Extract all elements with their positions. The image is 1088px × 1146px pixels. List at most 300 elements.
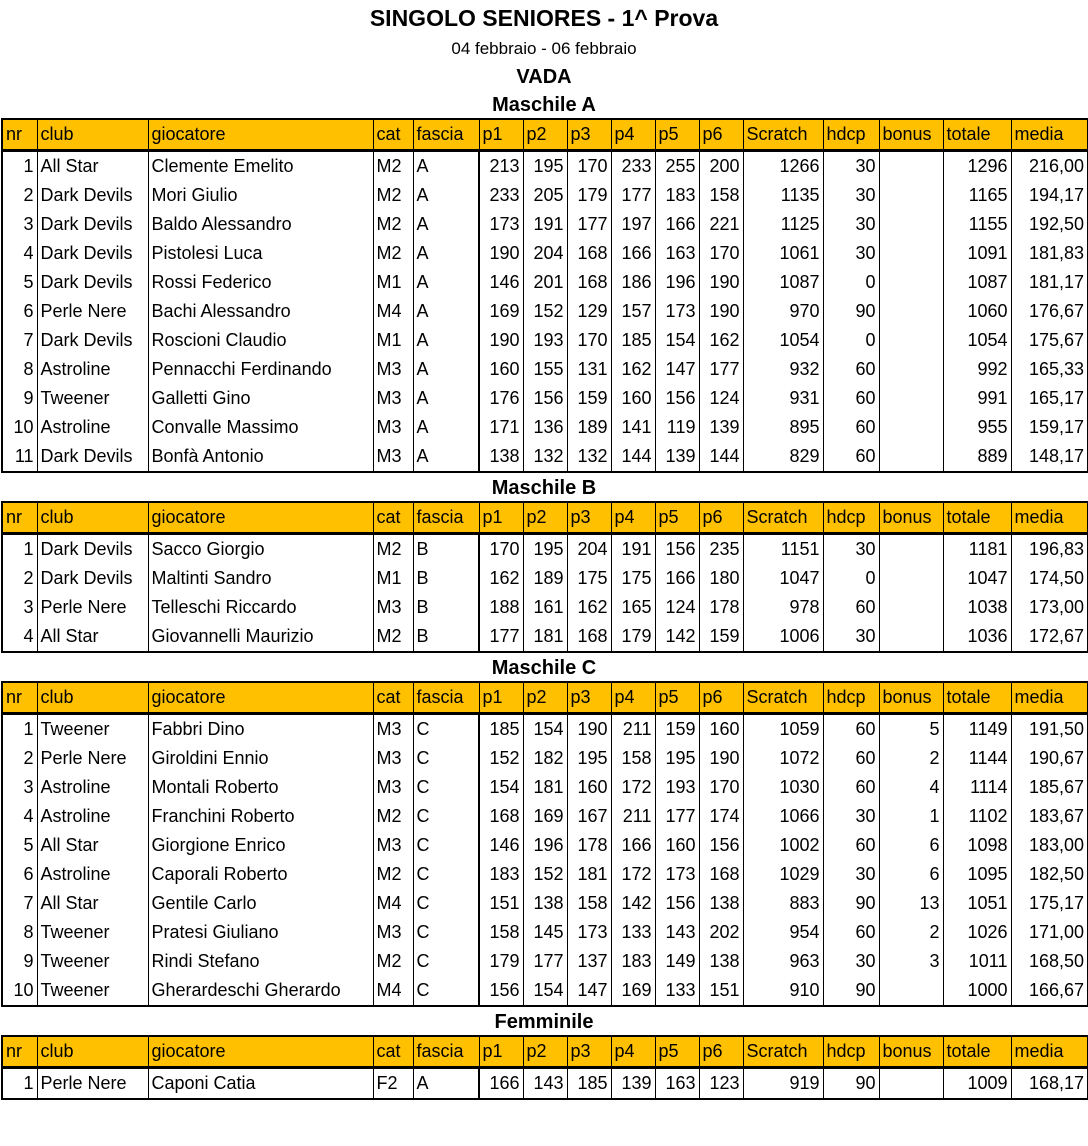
column-header-cat: cat [373,1036,413,1068]
cell-p5: 139 [655,442,699,472]
cell-player: Bachi Alessandro [148,297,373,326]
cell-total: 1098 [943,831,1011,860]
cell-player: Gentile Carlo [148,889,373,918]
cell-bonus: 5 [879,714,943,745]
results-table [1,1035,1088,1100]
cell-band: A [413,413,479,442]
column-header-p5: p5 [655,1036,699,1068]
cell-club: All Star [37,831,148,860]
cell-cat: M2 [373,534,413,565]
cell-club: All Star [37,889,148,918]
cell-cat: M3 [373,831,413,860]
cell-club: Dark Devils [37,442,148,472]
cell-player: Caporali Roberto [148,860,373,889]
cell-club: Perle Nere [37,744,148,773]
cell-p1: 169 [479,297,523,326]
cell-cat: M3 [373,442,413,472]
cell-p3: 158 [567,889,611,918]
cell-p1: 190 [479,326,523,355]
cell-p2: 156 [523,384,567,413]
column-header-bonus: bonus [879,119,943,151]
column-header-p5: p5 [655,119,699,151]
cell-nr: 9 [2,384,37,413]
cell-hdcp: 30 [823,802,879,831]
cell-hdcp: 60 [823,714,879,745]
column-header-cat: cat [373,502,413,534]
cell-p4: 144 [611,442,655,472]
cell-band: A [413,384,479,413]
cell-band: C [413,773,479,802]
column-header-p2: p2 [523,682,567,714]
cell-p1: 154 [479,773,523,802]
cell-hdcp: 60 [823,918,879,947]
cell-p5: 159 [655,714,699,745]
cell-band: C [413,714,479,745]
cell-p6: 190 [699,744,743,773]
cell-p2: 189 [523,564,567,593]
cell-p2: 205 [523,181,567,210]
cell-club: Dark Devils [37,268,148,297]
cell-average: 185,67 [1011,773,1088,802]
cell-p1: 173 [479,210,523,239]
cell-band: A [413,268,479,297]
cell-p6: 139 [699,413,743,442]
cell-nr: 2 [2,744,37,773]
cell-bonus: 2 [879,744,943,773]
table-row [2,384,1088,413]
cell-p1: 179 [479,947,523,976]
cell-band: A [413,442,479,472]
cell-player: Convalle Massimo [148,413,373,442]
column-header-hdcp: hdcp [823,682,879,714]
section-title: Femminile [494,1011,594,1033]
column-header-p1: p1 [479,502,523,534]
cell-p5: 166 [655,210,699,239]
cell-average: 165,17 [1011,384,1088,413]
cell-total: 1054 [943,326,1011,355]
column-header-p3: p3 [567,682,611,714]
cell-p6: 124 [699,384,743,413]
table-row [2,151,1088,182]
cell-p3: 189 [567,413,611,442]
cell-nr: 1 [2,151,37,182]
column-header-p6: p6 [699,502,743,534]
cell-bonus [879,297,943,326]
cell-scratch: 883 [743,889,823,918]
cell-player: Maltinti Sandro [148,564,373,593]
cell-scratch: 1054 [743,326,823,355]
cell-cat: M1 [373,564,413,593]
cell-p6: 221 [699,210,743,239]
cell-club: All Star [37,622,148,652]
cell-p4: 166 [611,831,655,860]
cell-bonus: 3 [879,947,943,976]
cell-band: C [413,889,479,918]
cell-p2: 145 [523,918,567,947]
cell-average: 194,17 [1011,181,1088,210]
table-row [2,1068,1088,1100]
table-header-row [2,1036,1088,1068]
cell-player: Rindi Stefano [148,947,373,976]
cell-cat: M1 [373,268,413,297]
cell-nr: 4 [2,802,37,831]
cell-hdcp: 30 [823,622,879,652]
cell-p5: 124 [655,593,699,622]
cell-p6: 159 [699,622,743,652]
cell-club: Perle Nere [37,1068,148,1100]
cell-average: 216,00 [1011,151,1088,182]
cell-bonus [879,239,943,268]
cell-hdcp: 60 [823,384,879,413]
cell-scratch: 1125 [743,210,823,239]
section-title: Maschile C [491,657,597,679]
column-header-band: fascia [413,502,479,534]
cell-p3: 168 [567,622,611,652]
cell-scratch: 954 [743,918,823,947]
cell-total: 1102 [943,802,1011,831]
cell-scratch: 1006 [743,622,823,652]
column-header-total: totale [943,502,1011,534]
table-row [2,534,1088,565]
cell-p4: 177 [611,181,655,210]
cell-p3: 147 [567,976,611,1006]
cell-total: 1296 [943,151,1011,182]
cell-total: 1036 [943,622,1011,652]
cell-average: 183,67 [1011,802,1088,831]
cell-nr: 3 [2,593,37,622]
column-header-p2: p2 [523,502,567,534]
cell-p1: 162 [479,564,523,593]
cell-hdcp: 30 [823,947,879,976]
cell-p2: 201 [523,268,567,297]
cell-p3: 131 [567,355,611,384]
cell-p2: 182 [523,744,567,773]
cell-p1: 185 [479,714,523,745]
cell-p5: 173 [655,297,699,326]
cell-total: 992 [943,355,1011,384]
cell-total: 1038 [943,593,1011,622]
cell-p4: 139 [611,1068,655,1100]
cell-scratch: 1135 [743,181,823,210]
column-header-p3: p3 [567,1036,611,1068]
column-header-cat: cat [373,119,413,151]
results-table [1,501,1088,653]
cell-player: Gherardeschi Gherardo [148,976,373,1006]
cell-total: 1051 [943,889,1011,918]
cell-bonus: 6 [879,860,943,889]
cell-club: Dark Devils [37,326,148,355]
cell-scratch: 1059 [743,714,823,745]
cell-p6: 235 [699,534,743,565]
cell-band: B [413,593,479,622]
event-dates: 04 febbraio - 06 febbraio [451,39,637,58]
cell-p5: 163 [655,1068,699,1100]
cell-nr: 4 [2,239,37,268]
cell-p5: 163 [655,239,699,268]
cell-p1: 168 [479,802,523,831]
table-header-row [2,119,1088,151]
cell-nr: 9 [2,947,37,976]
cell-nr: 5 [2,831,37,860]
column-header-p3: p3 [567,502,611,534]
cell-scratch: 970 [743,297,823,326]
table-row [2,268,1088,297]
column-header-p5: p5 [655,502,699,534]
column-header-club: club [37,1036,148,1068]
cell-p6: 138 [699,889,743,918]
cell-p2: 136 [523,413,567,442]
cell-nr: 7 [2,889,37,918]
cell-cat: M3 [373,384,413,413]
cell-nr: 3 [2,773,37,802]
cell-p2: 195 [523,534,567,565]
cell-p4: 142 [611,889,655,918]
cell-hdcp: 90 [823,1068,879,1100]
cell-p4: 233 [611,151,655,182]
cell-p5: 255 [655,151,699,182]
cell-cat: M3 [373,413,413,442]
cell-p5: 149 [655,947,699,976]
column-header-p1: p1 [479,1036,523,1068]
cell-p3: 167 [567,802,611,831]
column-header-p6: p6 [699,682,743,714]
table-header-row [2,502,1088,534]
cell-p2: 152 [523,860,567,889]
cell-nr: 1 [2,714,37,745]
column-header-average: media [1011,502,1088,534]
column-header-p2: p2 [523,1036,567,1068]
cell-cat: M1 [373,326,413,355]
cell-average: 168,17 [1011,1068,1088,1100]
column-header-p5: p5 [655,682,699,714]
column-header-p1: p1 [479,119,523,151]
cell-total: 1114 [943,773,1011,802]
cell-average: 191,50 [1011,714,1088,745]
table-row [2,889,1088,918]
cell-p5: 154 [655,326,699,355]
cell-average: 174,50 [1011,564,1088,593]
cell-hdcp: 30 [823,534,879,565]
cell-scratch: 1266 [743,151,823,182]
cell-p3: 173 [567,918,611,947]
table-row [2,976,1088,1006]
cell-p1: 171 [479,413,523,442]
cell-band: A [413,355,479,384]
cell-bonus [879,151,943,182]
column-header-hdcp: hdcp [823,502,879,534]
cell-total: 1026 [943,918,1011,947]
cell-average: 196,83 [1011,534,1088,565]
cell-club: Perle Nere [37,593,148,622]
cell-p2: 177 [523,947,567,976]
cell-player: Giroldini Ennio [148,744,373,773]
column-header-total: totale [943,1036,1011,1068]
column-header-p3: p3 [567,119,611,151]
column-header-p4: p4 [611,1036,655,1068]
cell-p4: 172 [611,860,655,889]
cell-p4: 179 [611,622,655,652]
cell-p6: 180 [699,564,743,593]
cell-club: Astroline [37,413,148,442]
table-row [2,210,1088,239]
column-header-club: club [37,502,148,534]
cell-band: C [413,947,479,976]
cell-p3: 195 [567,744,611,773]
cell-p6: 178 [699,593,743,622]
cell-nr: 8 [2,918,37,947]
cell-p1: 156 [479,976,523,1006]
cell-club: Astroline [37,355,148,384]
cell-club: All Star [37,151,148,182]
cell-p5: 177 [655,802,699,831]
cell-club: Dark Devils [37,534,148,565]
cell-band: A [413,1068,479,1100]
cell-band: B [413,622,479,652]
cell-band: A [413,326,479,355]
cell-p6: 174 [699,802,743,831]
cell-cat: M2 [373,210,413,239]
cell-cat: M4 [373,976,413,1006]
cell-nr: 5 [2,268,37,297]
cell-p1: 190 [479,239,523,268]
cell-p2: 169 [523,802,567,831]
cell-cat: M2 [373,860,413,889]
cell-hdcp: 30 [823,239,879,268]
cell-cat: M4 [373,297,413,326]
cell-p6: 190 [699,268,743,297]
table-header-row [2,682,1088,714]
cell-p5: 156 [655,889,699,918]
column-header-total: totale [943,682,1011,714]
table-row [2,831,1088,860]
cell-p6: 158 [699,181,743,210]
cell-bonus [879,181,943,210]
column-header-band: fascia [413,682,479,714]
column-header-total: totale [943,119,1011,151]
document-title: SINGOLO SENIORES - 1^ Prova [369,5,719,31]
cell-p2: 155 [523,355,567,384]
cell-player: Sacco Giorgio [148,534,373,565]
cell-p5: 166 [655,564,699,593]
column-header-p4: p4 [611,119,655,151]
cell-hdcp: 60 [823,593,879,622]
cell-bonus [879,976,943,1006]
cell-p2: 132 [523,442,567,472]
cell-cat: F2 [373,1068,413,1100]
cell-average: 166,67 [1011,976,1088,1006]
cell-player: Giorgione Enrico [148,831,373,860]
table-row [2,622,1088,652]
table-row [2,918,1088,947]
cell-p4: 166 [611,239,655,268]
column-header-scratch: Scratch [743,119,823,151]
cell-p1: 151 [479,889,523,918]
cell-p3: 170 [567,326,611,355]
cell-p6: 168 [699,860,743,889]
cell-scratch: 1151 [743,534,823,565]
cell-p1: 176 [479,384,523,413]
cell-band: C [413,744,479,773]
cell-hdcp: 0 [823,268,879,297]
cell-p2: 161 [523,593,567,622]
cell-p4: 141 [611,413,655,442]
cell-bonus: 1 [879,802,943,831]
cell-p4: 165 [611,593,655,622]
cell-band: A [413,210,479,239]
column-header-player: giocatore [148,119,373,151]
cell-p1: 146 [479,268,523,297]
cell-club: Tweener [37,976,148,1006]
cell-p3: 168 [567,239,611,268]
cell-player: Giovannelli Maurizio [148,622,373,652]
cell-hdcp: 90 [823,889,879,918]
cell-player: Fabbri Dino [148,714,373,745]
cell-p5: 156 [655,534,699,565]
cell-player: Baldo Alessandro [148,210,373,239]
column-header-nr: nr [2,1036,37,1068]
results-table [1,681,1088,1007]
cell-p6: 200 [699,151,743,182]
cell-hdcp: 60 [823,744,879,773]
cell-bonus [879,622,943,652]
cell-cat: M3 [373,714,413,745]
cell-p3: 159 [567,384,611,413]
cell-total: 1047 [943,564,1011,593]
cell-cat: M3 [373,773,413,802]
cell-p4: 186 [611,268,655,297]
cell-club: Tweener [37,918,148,947]
cell-average: 181,17 [1011,268,1088,297]
cell-nr: 1 [2,1068,37,1100]
cell-p6: 138 [699,947,743,976]
column-header-hdcp: hdcp [823,1036,879,1068]
cell-p2: 193 [523,326,567,355]
cell-scratch: 1002 [743,831,823,860]
cell-p1: 188 [479,593,523,622]
cell-p5: 133 [655,976,699,1006]
cell-nr: 8 [2,355,37,384]
cell-player: Rossi Federico [148,268,373,297]
cell-player: Mori Giulio [148,181,373,210]
cell-p2: 196 [523,831,567,860]
cell-p1: 213 [479,151,523,182]
column-header-p6: p6 [699,119,743,151]
cell-p4: 133 [611,918,655,947]
cell-average: 182,50 [1011,860,1088,889]
cell-band: A [413,239,479,268]
cell-p4: 185 [611,326,655,355]
cell-p1: 177 [479,622,523,652]
column-header-bonus: bonus [879,1036,943,1068]
table-row [2,564,1088,593]
table-row [2,442,1088,472]
cell-p6: 177 [699,355,743,384]
cell-p4: 197 [611,210,655,239]
cell-bonus [879,268,943,297]
cell-player: Pennacchi Ferdinando [148,355,373,384]
cell-average: 165,33 [1011,355,1088,384]
cell-p4: 162 [611,355,655,384]
cell-p1: 138 [479,442,523,472]
cell-nr: 2 [2,564,37,593]
cell-player: Franchini Roberto [148,802,373,831]
cell-p6: 151 [699,976,743,1006]
cell-band: A [413,181,479,210]
cell-scratch: 963 [743,947,823,976]
cell-p5: 156 [655,384,699,413]
cell-p2: 154 [523,976,567,1006]
cell-cat: M3 [373,744,413,773]
